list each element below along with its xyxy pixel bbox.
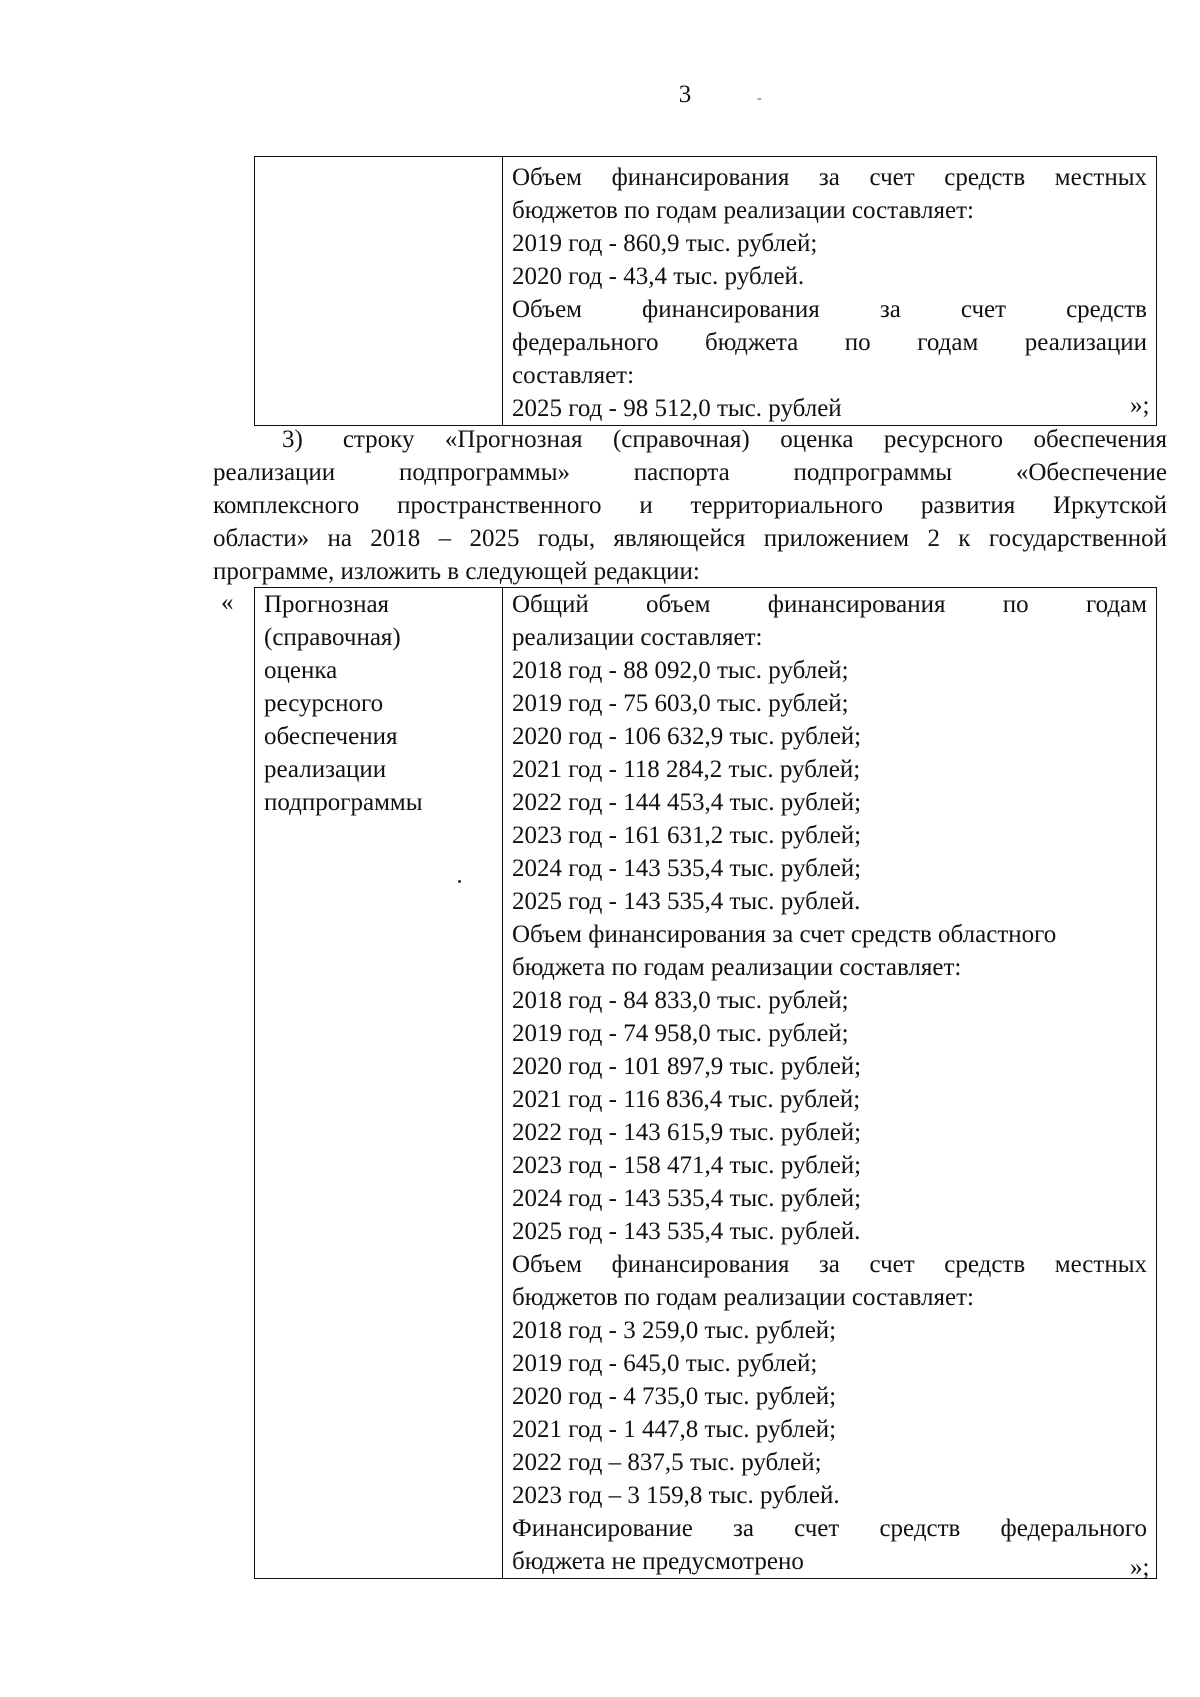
page-number: 3 [678, 81, 692, 108]
financing-table-continuation [254, 156, 1157, 426]
paragraph-line: реализации подпрограммы» паспорта подпрограммы «Обеспечение [213, 459, 1167, 486]
table-cell-label [255, 588, 503, 1579]
table-row [255, 588, 1157, 1579]
closing-quote-table1: »; [1130, 392, 1150, 419]
table-cell-financing-text [503, 157, 1157, 426]
label-line: Прогнозная [264, 591, 390, 618]
paragraph-line: области» на 2018 – 2025 годы, являющейся приложением 2 к государственной [213, 525, 1167, 552]
table-line: 2018 год - 3 259,0 тыс. рублей; [512, 1317, 837, 1344]
paragraph-line: программе, изложить в следующей редакции: [213, 558, 700, 585]
amendment-paragraph [213, 423, 1167, 588]
table-line: 2021 год - 118 284,2 тыс. рублей; [512, 756, 861, 783]
page-number-mark: - [757, 91, 762, 106]
table-line: 2020 год - 43,4 тыс. рублей. [512, 263, 805, 290]
table-line: 2025 год - 143 535,4 тыс. рублей. [512, 1218, 861, 1245]
label-line: обеспечения [264, 723, 398, 750]
table-line: 2025 год - 143 535,4 тыс. рублей. [512, 888, 861, 915]
table-line: 2022 год – 837,5 тыс. рублей; [512, 1449, 822, 1476]
label-line: оценка [264, 657, 338, 684]
table-line: 2021 год - 1 447,8 тыс. рублей; [512, 1416, 837, 1443]
table-line: 2019 год - 74 958,0 тыс. рублей; [512, 1020, 849, 1047]
table-line: Общий объем финансирования по годам [512, 591, 1147, 618]
table-line: реализации составляет: [512, 624, 763, 651]
table-line: 2018 год - 88 092,0 тыс. рублей; [512, 657, 849, 684]
table-line: Финансирование за счет средств федерального [512, 1515, 1147, 1542]
table-line: бюджета не предусмотрено [512, 1548, 804, 1575]
table-line: бюджетов по годам реализации составляет: [512, 1284, 974, 1311]
table-line: 2023 год - 158 471,4 тыс. рублей; [512, 1152, 862, 1179]
table-line: 2023 год - 161 631,2 тыс. рублей; [512, 822, 862, 849]
paragraph-number: 3) [282, 426, 303, 453]
table-line: составляет: [512, 362, 635, 389]
label-line: реализации [264, 756, 387, 783]
table-cell-financing-text [503, 588, 1157, 1579]
table-cell-label-empty [255, 157, 503, 426]
table-line: 2024 год - 143 535,4 тыс. рублей; [512, 1185, 862, 1212]
financing-table-new [254, 587, 1157, 1579]
table-line: бюджета по годам реализации составляет: [512, 954, 962, 981]
paragraph-line: комплексного пространственного и территориального развития Иркутской [213, 492, 1167, 519]
table-line: 2019 год - 860,9 тыс. рублей; [512, 230, 818, 257]
scan-speck [458, 880, 461, 883]
table-line: 2024 год - 143 535,4 тыс. рублей; [512, 855, 862, 882]
table-line: 2023 год – 3 159,8 тыс. рублей. [512, 1482, 840, 1509]
table-line: бюджетов по годам реализации составляет: [512, 197, 974, 224]
table-line: Объем финансирования за счет средств местных [512, 1251, 1147, 1278]
table-line: 2020 год - 101 897,9 тыс. рублей; [512, 1053, 862, 1080]
table-line: 2020 год - 106 632,9 тыс. рублей; [512, 723, 862, 750]
table-line: 2022 год - 143 615,9 тыс. рублей; [512, 1119, 862, 1146]
opening-quote-table2: « [221, 589, 234, 616]
table-line: 2025 год - 98 512,0 тыс. рублей [512, 395, 842, 422]
table-line: Объем финансирования за счет средств областного [512, 921, 1057, 948]
closing-quote-table2: »; [1130, 1554, 1150, 1581]
table-line: 2019 год - 75 603,0 тыс. рублей; [512, 690, 849, 717]
table-line: 2022 год - 144 453,4 тыс. рублей; [512, 789, 862, 816]
table-line: 2019 год - 645,0 тыс. рублей; [512, 1350, 818, 1377]
label-line: подпрограммы [264, 789, 423, 816]
table-line: 2020 год - 4 735,0 тыс. рублей; [512, 1383, 837, 1410]
table-row [255, 157, 1157, 426]
label-line: (справочная) [264, 624, 401, 651]
paragraph-line: строку «Прогнозная (справочная) оценка ресурсного обеспечения [342, 426, 1167, 453]
table-line: 2021 год - 116 836,4 тыс. рублей; [512, 1086, 861, 1113]
table-line: 2018 год - 84 833,0 тыс. рублей; [512, 987, 849, 1014]
label-line: ресурсного [264, 690, 384, 717]
paragraph-first-line [213, 423, 1167, 456]
table-line: Объем финансирования за счет средств местных [512, 164, 1147, 191]
table-line: Объем финансирования за счет средств [512, 296, 1147, 323]
table-line: федерального бюджета по годам реализации [512, 329, 1147, 356]
